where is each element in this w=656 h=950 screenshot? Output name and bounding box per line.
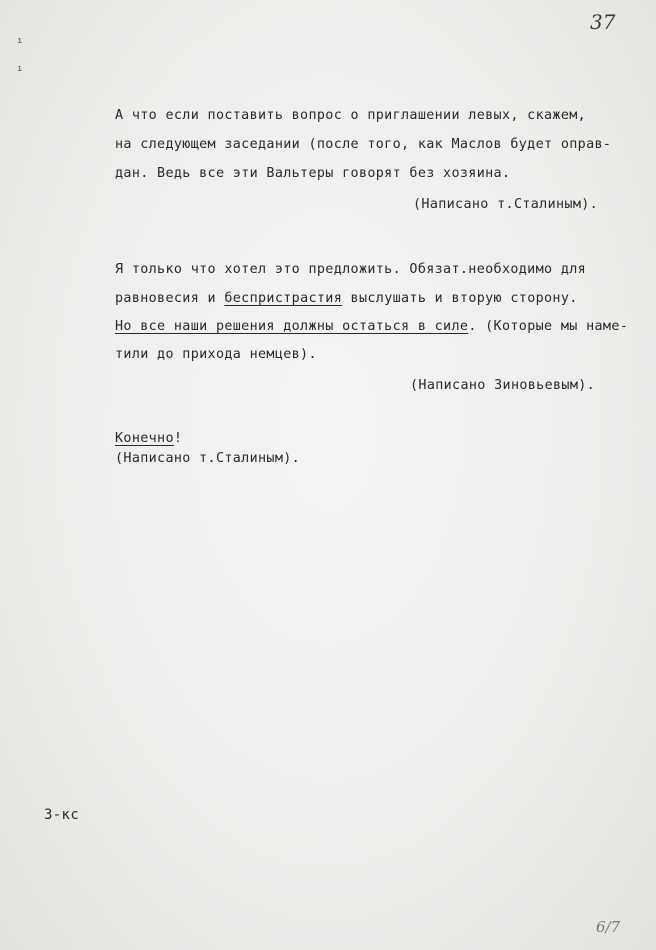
note1-line-3: дан. Ведь все эти Вальтеры говорят без хозяина. [115, 166, 511, 181]
footer-code: 3-кс [44, 807, 80, 823]
note3-signature: (Написано т.Сталиным). [115, 451, 301, 466]
note1-line-2: на следующем заседании (после того, как Маслов будет оправ- [115, 137, 612, 152]
exclamation: ! [173, 431, 183, 446]
page-number: 37 [590, 10, 616, 34]
underlined-phrase: Но все наши решения должны остаться в силе [115, 319, 469, 334]
bottom-handwritten-mark: 6/7 [596, 918, 621, 936]
note2-line-3 [115, 318, 628, 336]
note2-line-1: Я только что хотел это предложить. Обязат.необходимо для [115, 262, 587, 277]
note2-line-4: тили до прихода немцев). [115, 347, 317, 362]
note2-line-3-end: . (Которые мы наме- [468, 319, 629, 334]
note2-signature: (Написано Зиновьевым). [410, 378, 596, 393]
margin-mark-1: ı [17, 36, 23, 46]
note2-line-2-start: равновесия и [115, 291, 225, 306]
underlined-word: беспристрастия [224, 291, 343, 306]
note1-line-1: А что если поставить вопрос о приглашении левых, скажем, [115, 108, 587, 123]
note3-line-1 [115, 430, 182, 448]
margin-mark-2: ı [17, 64, 23, 74]
note1-signature: (Написано т.Сталиным). [413, 197, 599, 212]
note2-line-2-end: выслушать и вторую сторону. [342, 291, 578, 306]
note2-line-2 [115, 290, 578, 308]
underlined-word: Конечно [115, 431, 174, 446]
